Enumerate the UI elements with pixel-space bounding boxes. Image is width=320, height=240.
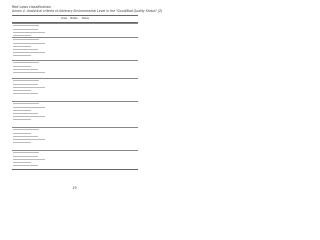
- document-title: Red Lows classification: [12, 5, 51, 9]
- row-text-placeholder: [13, 84, 38, 85]
- row-text-placeholder: [13, 25, 39, 26]
- row-text-placeholder: [13, 165, 38, 166]
- row-text-placeholder: [13, 80, 39, 81]
- row-text-placeholder: [13, 55, 31, 56]
- row-text-placeholder: [13, 119, 31, 120]
- row-text-placeholder: [13, 133, 31, 134]
- table-row: [12, 164, 138, 167]
- title-block: [12, 5, 163, 13]
- row-text-placeholder: [13, 32, 45, 33]
- row-text-placeholder: [13, 62, 39, 63]
- row-text-placeholder: [13, 116, 45, 117]
- row-text-placeholder: [13, 43, 45, 44]
- row-text-placeholder: [13, 35, 31, 36]
- page-number: 19: [72, 186, 77, 190]
- row-text-placeholder: [13, 152, 39, 153]
- row-text-placeholder: [13, 142, 31, 143]
- row-text-placeholder: [13, 107, 45, 108]
- row-text-placeholder: [13, 39, 39, 40]
- row-text-placeholder: [13, 66, 31, 67]
- classification-table: [12, 15, 138, 170]
- row-text-placeholder: [13, 136, 38, 137]
- row-text-placeholder: [13, 69, 38, 70]
- row-text-placeholder: [13, 90, 31, 91]
- table-row: [12, 54, 138, 57]
- document-subtitle: Annex 4. Analytical criteria of Arbitrary Environmental Level in the "Good/Bad Quality Status" (2): [12, 9, 163, 13]
- row-text-placeholder: [13, 103, 39, 104]
- row-text-placeholder: [13, 159, 45, 160]
- row-text-placeholder: [13, 162, 31, 163]
- table-header: [12, 16, 138, 23]
- header-notes: Notes: [82, 17, 89, 20]
- row-text-placeholder: [13, 113, 38, 114]
- row-text-placeholder: [13, 72, 45, 73]
- row-text-placeholder: [13, 139, 45, 140]
- table-row: [12, 141, 138, 144]
- table-row: [12, 71, 138, 74]
- row-text-placeholder: [13, 156, 38, 157]
- row-text-placeholder: [13, 93, 38, 94]
- header-class: Class: [61, 17, 68, 20]
- row-text-placeholder: [13, 129, 39, 130]
- row-text-placeholder: [13, 49, 38, 50]
- table-row: [12, 118, 138, 121]
- document-page: [0, 0, 163, 198]
- header-stable: Stable: [70, 17, 78, 20]
- row-text-placeholder: [13, 29, 38, 30]
- row-text-placeholder: [13, 87, 45, 88]
- table-row: [12, 92, 138, 95]
- row-text-placeholder: [13, 52, 45, 53]
- row-text-placeholder: [13, 110, 31, 111]
- row-text-placeholder: [13, 46, 31, 47]
